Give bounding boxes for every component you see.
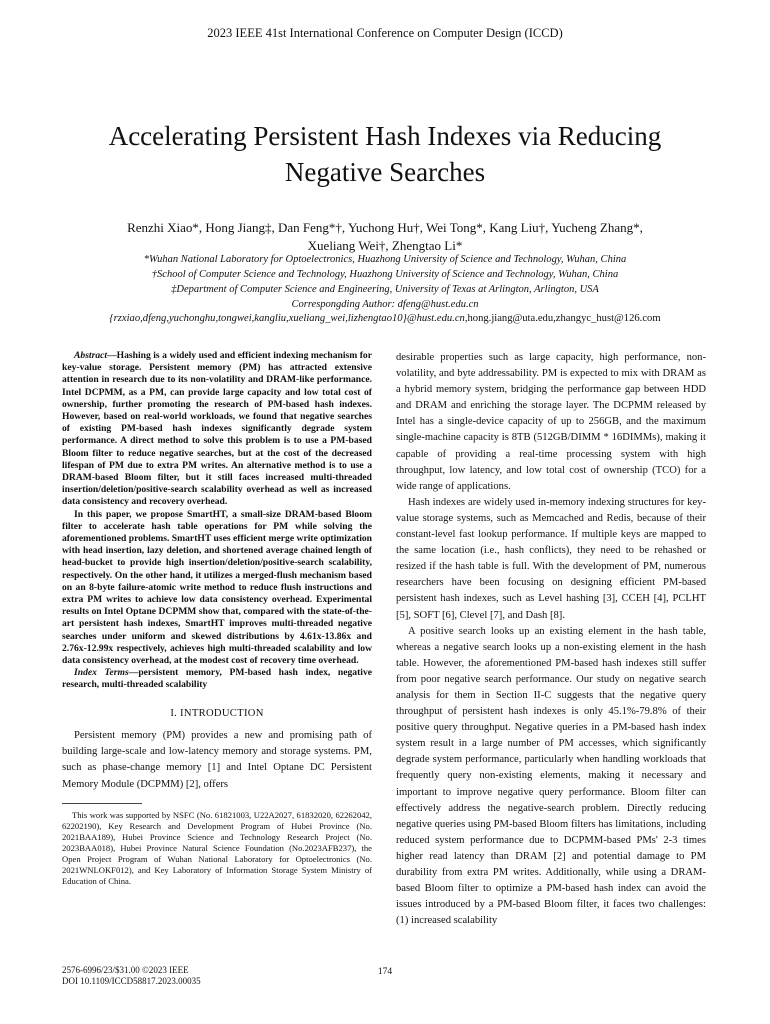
right-paragraph-1: desirable properties such as large capacity, high performance, non-volatility, and byte addressability. PM is expected to mix with DRAM as a hybrid memory system, bridging the performance gap between HDD and DRAM and enriching the storage layer. The DCPMM released by Intel has a single-device capacity of up to 256GB, and the maximum single-machine capacity is 8TB (512GB/DIMM * 16DIMMs), making it capable of providing a real-time processing system with high throughput, low latency, and low total cost of ownership (TCO) for a wide range of applications. [396, 352, 706, 492]
affiliation-2: †School of Computer Science and Technology, Huazhong University of Science and Technology, Wuhan, China [151, 269, 619, 280]
footnote-divider [62, 803, 142, 804]
title-line-2: Negative Searches [284, 157, 486, 187]
funding-footnote: This work was supported by NSFC (No. 61821003, U22A2027, 61832020, 62262042, 62202190), Key Research and Development Program of Hubei Province (No. 2021BAA189), Hubei Province Science and Technology Research Project (No. 2023BAA018), Hubei Province Natural Science Foundation (No.2023AFB237), the Open Project Program of Wuhan National Laboratory for Optoelectronics (No. 2021WNLOKF012), and Key Laboratory of Information Storage System Ministry of Education of China. [62, 809, 372, 886]
doi-line: DOI 10.1109/ICCD58817.2023.00035 [62, 976, 201, 986]
emails-rest: ,hong.jiang@uta.edu,zhangyc_hust@126.com [464, 313, 661, 324]
right-column [396, 350, 706, 929]
right-paragraph-2: Hash indexes are widely used in-memory indexing structures for key-value storage systems, such as Memcached and Redis, because of their constant-level fast lookup performance. If multiple keys are mapped to the same location (i.e., hash conflicts), they need to be rehashed or resized if the hash table is full. With the development of PM, numerous researchers have been focusing on designing efficient PM-based persistent hash indexes, such as Level hashing [3], CCEH [4], PCLHT [5], SOFT [6], Clevel [7], and Dash [8]. [396, 496, 706, 621]
index-terms-label: Index Terms [74, 667, 129, 679]
copyright-line-1: 2576-6996/23/$31.00 ©2023 IEEE [62, 965, 189, 975]
authors-line-2: Xueliang Wei†, Zhengtao Li* [307, 238, 463, 253]
section-heading-introduction: I. INTRODUCTION [170, 707, 264, 719]
emails-italic: {rzxiao,dfeng,yuchonghu,tongwei,kangliu,xueliang_wei,lizhengtao10}@hust.edu.cn [109, 313, 465, 324]
intro-paragraph-1: Persistent memory (PM) provides a new and promising path of building large-scale and low-latency memory and storage systems. PM, such as phase-change memory [1] and Intel Optane DC Persistent Memory Module (DCPMM) [2], offers [62, 729, 372, 790]
paper-title [60, 118, 710, 190]
page-number: 174 [377, 967, 393, 977]
abstract-label: Abstract [74, 350, 108, 361]
author-list [60, 219, 710, 255]
conference-header: 2023 IEEE 41st International Conference on Computer Design (ICCD) [207, 26, 563, 40]
affiliation-1: *Wuhan National Laboratory for Optoelectronics, Huazhong University of Science and Technology, Wuhan, China [143, 254, 627, 265]
abstract-p2: In this paper, we propose SmartHT, a small-size DRAM-based Bloom filter to accelerate hash table operations for PM while solving the aforementioned problems. SmartHT uses efficient merge write optimization with head insertion, lazy deletion, and shortened average chained length of head-bucket to provide high insertion/deletion/positive-search scalability, respectively. On the other hand, it utilizes a merged-flush mechanism based on an 8-byte failure-atomic write method to reduce flush instructions and extra PM writes to achieve low data consistency overhead. Experimental results on Intel Optane DCPMM show that, compared with the state-of-the-art persistent hash indexes, SmartHT improves multi-threaded negative searches under uniform and skewed distributions by 4.61x-13.86x and 2.76x-12.99x respectively, achieves high multi-threaded scalability and low data consistency overhead, at the modest cost of recovery time overhead. [62, 508, 372, 667]
index-terms: —persistent memory, PM-based hash index, negative research, multi-threaded scalability [62, 667, 372, 691]
affiliation-3: ‡Department of Computer Science and Engineering, University of Texas at Arlington, Arlington, USA [171, 284, 599, 295]
abstract-p1: —Hashing is a widely used and efficient indexing mechanism for key-value storage. Persistent memory (PM) has attracted extensive attention in research due to its non-volatility and DRAM-like performance. Intel DCPMM, as a PM, can provide large capacity and low total cost of ownership, further promoting the research of PM-based hash indexes. However, based on real-world workloads, we found that negative searches of existing PM-based hash indexes significantly degrade system performance. A direct method to solve this problem is to use a PM-based Bloom filter to reduce negative searches, but at the cost of the decreased lifespan of PM due to extra PM writes. An alternative method is to use a DRAM-based Bloom filter, but it still faces increased multi-threaded insertion/deletion/positive-search scalability overhead as well as increased data consistency and recovery overhead. [62, 350, 372, 508]
author-emails [20, 311, 750, 326]
title-line-1: Accelerating Persistent Hash Indexes via Reducing [108, 121, 662, 151]
corresponding-author: Correspongding Author: dfeng@hust.edu.cn [291, 299, 479, 310]
abstract [62, 350, 372, 692]
authors-line-1: Renzhi Xiao*, Hong Jiang‡, Dan Feng*†, Yuchong Hu†, Wei Tong*, Kang Liu†, Yucheng Zhang*, [127, 220, 643, 235]
right-paragraph-3: A positive search looks up an existing element in the hash table, whereas a negative search looks up a non-existing element in the hash table. However, the aforementioned PM-based hash indexes still suffer from poor negative search performance. Our study on negative search analysis for them in Section II-C suggests that the negative query throughput of persistent hash indexes is only 45.1%-79.8% of their positive query throughput. Negative queries in a PM-based hash index system result in a large number of PM accesses, which significantly degrade system performance, particularly when handling workloads that frequently query non-existing elements, making it necessary and important to improve negative query performance. Bloom filter can effectively address the negative-search problem. Directly reducing negative queries using PM-based Bloom filters has limitations, including reduced system performance due to DCPMM-based PMs' 2-3 times higher read latency than DRAM [2] and potential damage to PM durability from extra PM writes. Additionally, while using a DRAM-based Bloom filter to optimize a PM-based hash index can avoid the issues introduced by a PM-based Bloom filter, it faces two challenges: (1) increased scalability [396, 625, 706, 927]
left-column [62, 350, 372, 887]
